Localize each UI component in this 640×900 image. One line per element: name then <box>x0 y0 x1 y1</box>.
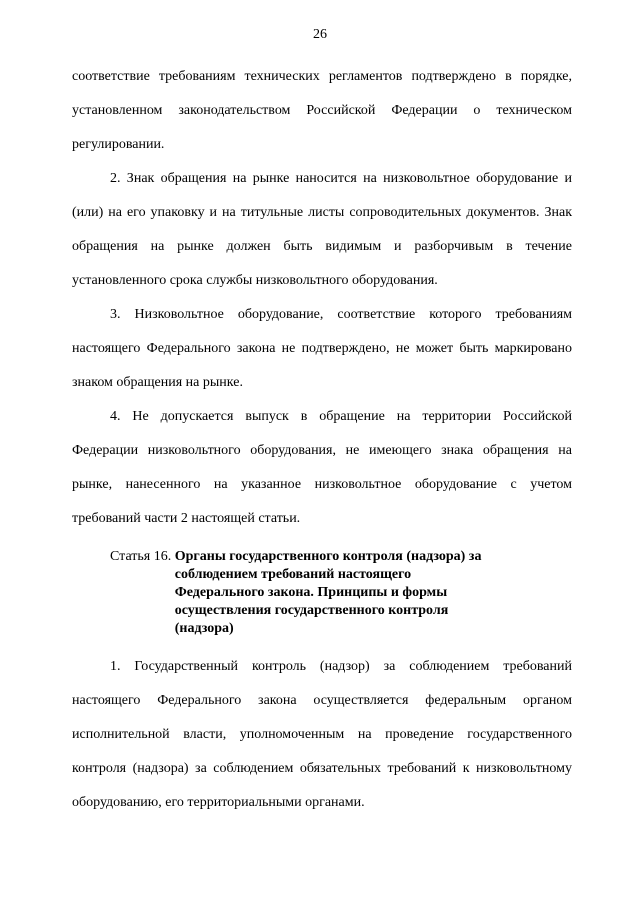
article-title: Органы государственного контроля (надзора) за соблюдением требований настоящего Федерального закона. Принципы и формы осуществления государственного контроля (надзора) <box>174 549 482 636</box>
page-number: 26 <box>313 27 327 42</box>
paragraph-continuation: соответствие требованиям технических регламентов подтверждено в порядке, установленном законодательством Российской Федерации о техническом регулировании. <box>72 69 572 152</box>
paragraph-item-3: 3. Низковольтное оборудование, соответствие которого требованиям настоящего Федерального закона не подтверждено, не может быть маркировано знаком обращения на рынке. <box>72 307 572 390</box>
paragraph-item-2: 2. Знак обращения на рынке наносится на низковольтное оборудование и (или) на его упаковку и на титульные листы сопроводительных документов. Знак обращения на рынке должен быть видимым и разборчивым в течение установленного срока службы низковольтного оборудования. <box>72 171 572 288</box>
document-body <box>72 60 572 820</box>
article-label: Статья 16. <box>110 549 175 564</box>
paragraph-item-4: 4. Не допускается выпуск в обращение на территории Российской Федерации низковольтного оборудования, не имеющего знака обращения на рынке, нанесенного на указанное низковольтное оборудование с учетом требований части 2 настоящей статьи. <box>72 409 572 526</box>
article-heading <box>72 548 572 638</box>
paragraph-article-item-1: 1. Государственный контроль (надзор) за соблюдением требований настоящего Федерального закона осуществляется федеральным органом исполнительной власти, уполномоченным на проведение государственного контроля (надзора) за соблюдением обязательных требований к низковольтному оборудованию, его территориальными органами. <box>72 659 572 810</box>
